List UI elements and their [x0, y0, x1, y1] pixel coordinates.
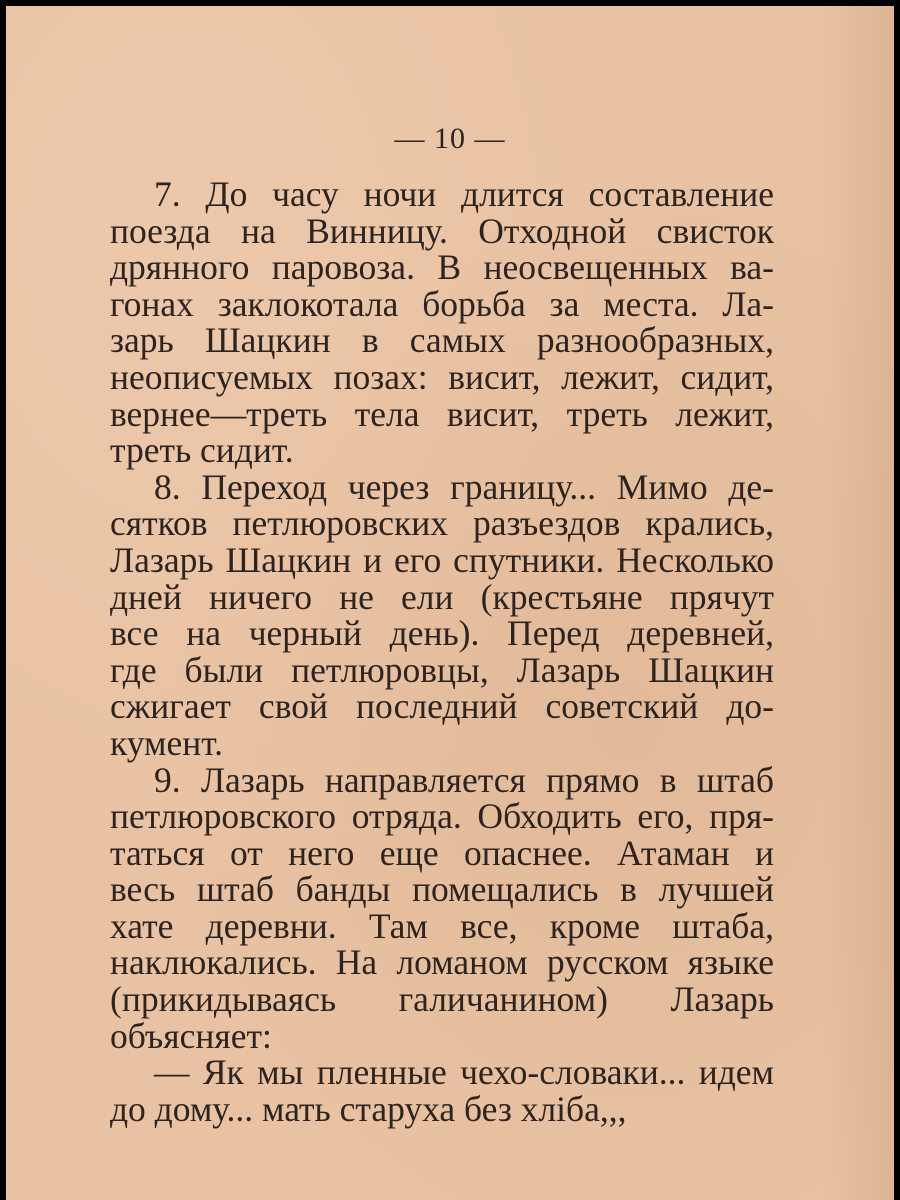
text-line: дрянного паровоза. В неосвещенных ва-: [110, 247, 774, 288]
text-line: сжигает свой последний советский до-: [110, 686, 774, 727]
text-line: петлюровского отряда. Обходить его, пря-: [110, 796, 774, 837]
text-line: вернее—треть тела висит, треть лежит,: [110, 393, 774, 434]
text-line: наклюкались. На ломаном русском языке: [110, 942, 774, 983]
paragraph-9: [110, 759, 774, 1056]
text-line: гонах заклокотала борьба за места. Ла-: [110, 283, 774, 324]
page-number: — 10 —: [394, 122, 506, 155]
text-line: где были петлюровцы, Лазарь Шацкин: [110, 649, 774, 690]
text-line: 8. Переход через границу... Мимо де-: [154, 466, 774, 507]
text-line: — Як мы пленные чехо-словаки... идем: [154, 1052, 774, 1093]
body-text: [110, 176, 774, 1127]
text-line: кумент.: [110, 722, 223, 763]
dialogue-quote: [110, 1054, 774, 1127]
paragraph-7: [110, 176, 774, 469]
text-line: все на черный день). Перед деревней,: [110, 613, 774, 654]
text-line: до дому... мать старуха без хліба,,,: [110, 1088, 627, 1129]
text-line: дней ничего не ели (крестьяне прячут: [110, 576, 774, 617]
text-line: поезда на Винницу. Отходной свисток: [110, 210, 774, 251]
text-line: зарь Шацкин в самых разнообразных,: [110, 320, 774, 361]
text-line: весь штаб банды помещались в лучшей: [110, 869, 774, 910]
book-page: [6, 6, 894, 1200]
text-line: 9. Лазарь направляется прямо в штаб: [154, 759, 774, 800]
text-line: Лазарь Шацкин и его спутники. Несколько: [110, 539, 774, 580]
text-line: 7. До часу ночи длится составление: [154, 174, 774, 214]
text-line: хате деревни. Там все, кроме штаба,: [110, 905, 774, 946]
paragraph-8: [110, 466, 774, 763]
text-line: сятков петлюровских разъездов крались,: [110, 503, 774, 544]
text-line: неописуемых позах: висит, лежит, сидит,: [110, 356, 774, 397]
text-line: треть сидит.: [110, 430, 294, 471]
text-line: (прикидываясь галичанином) Лазарь: [110, 979, 774, 1020]
text-line: объясняет:: [110, 1015, 272, 1056]
text-line: таться от него еще опаснее. Атаман и: [110, 832, 774, 873]
